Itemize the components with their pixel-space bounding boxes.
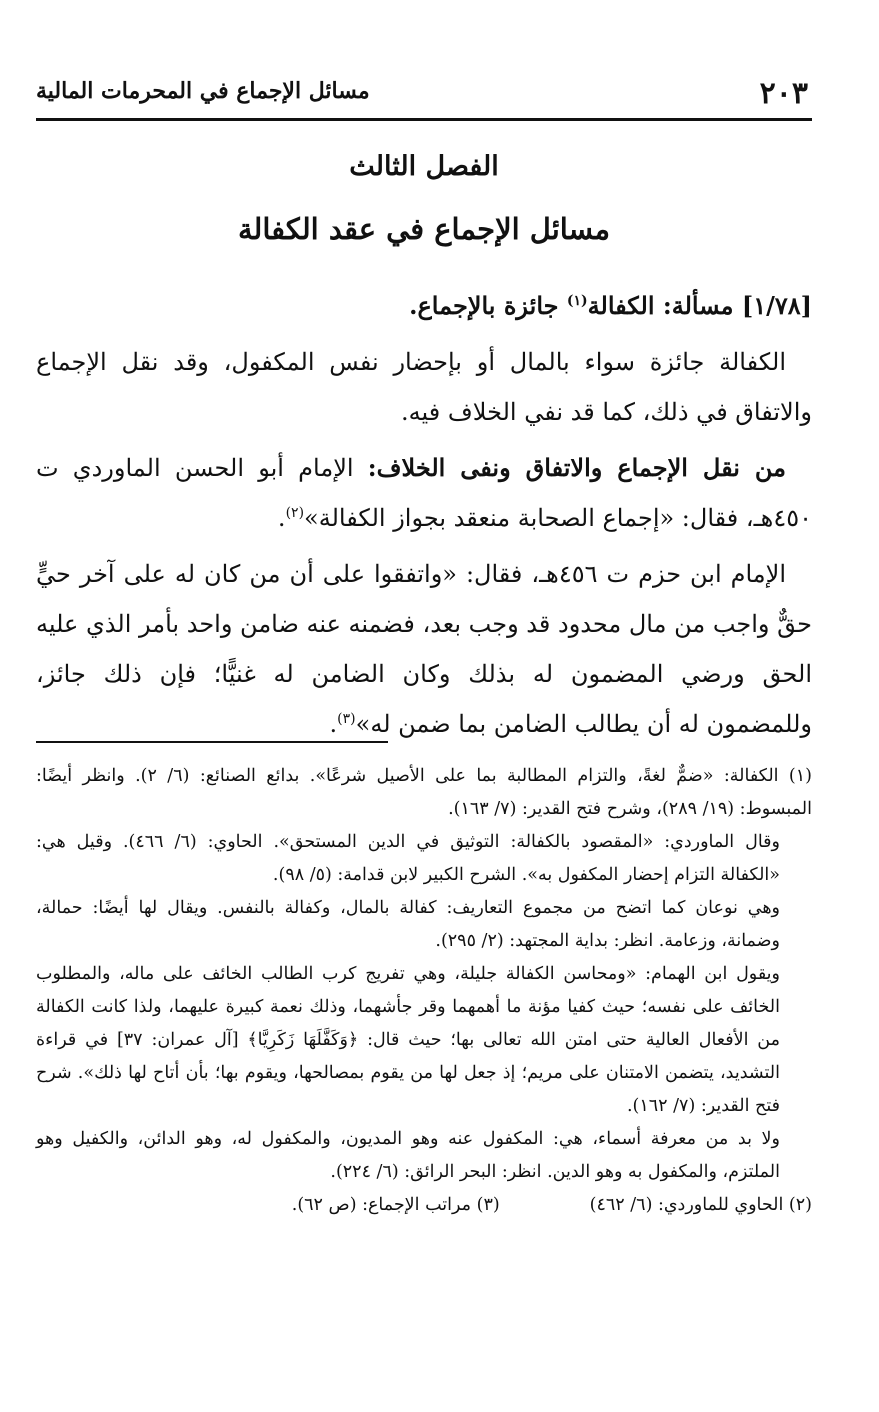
- book-page: [36, 0, 812, 1412]
- header-rule: [36, 118, 812, 121]
- footnote-2: (٢) الحاوي للماوردي: (٦/ ٤٦٢): [589, 1195, 812, 1215]
- page-number: ٢٠٣: [759, 76, 808, 111]
- paragraph-3-end: .: [329, 710, 338, 738]
- paragraph-2-end: .: [277, 504, 286, 532]
- running-header: [36, 62, 812, 112]
- paragraph-3: [36, 549, 812, 749]
- paragraph-1: الكفالة جائزة سواء بالمال أو بإحضار نفس المكفول، وقد نقل الإجماع والاتفاق في ذلك، كما قد نفي الخلاف فيه.: [36, 348, 812, 426]
- chapter-heading: [36, 146, 812, 250]
- main-text: [36, 281, 812, 755]
- issue-heading: [36, 281, 812, 331]
- footnote-separator: [36, 741, 388, 743]
- footnote-1-line: وقال الماوردي: «المقصود بالكفالة: التوثيق في الدين المستحق». الحاوي: (٦/ ٤٦٦). وقيل هي: «الكفالة التزام إحضار المكفول به». الشرح الكبير لابن قدامة: (٥/ ٩٨).: [36, 832, 780, 885]
- footnote-1-line: (١) الكفالة: «ضمٌّ لغةً، والتزام المطالبة بما على الأصيل شرعًا». بدائع الصنائع: (٦/ ٢). وانظر أيضًا: المبسوط: (١٩/ ٢٨٩)، وشرح فتح القدير: (٧/ ١٦٣).: [36, 766, 812, 819]
- running-title: مسائل الإجماع في المحرمات المالية: [36, 78, 370, 104]
- footnote-1-line: وهي نوعان كما اتضح من مجموع التعاريف: كفالة بالمال، وكفالة بالنفس. ويقال لها أيضًا: حمالة، وضمانة، وزعامة. انظر: بداية المجتهد: (٢/ ٢٩٥).: [36, 898, 780, 951]
- issue-number: [١/٧٨]: [741, 291, 812, 320]
- footnote-1-line: ولا بد من معرفة أسماء، هي: المكفول عنه وهو المديون، والمكفول له، وهو الدائن، والكفيل وهو الملتزم، والمكفول به وهو الدين. انظر: البحر الرائق: (٦/ ٢٢٤).: [36, 1129, 780, 1182]
- footnote-mark-3[interactable]: (٣): [337, 711, 356, 727]
- chapter-subtitle: مسائل الإجماع في عقد الكفالة: [237, 212, 611, 246]
- footnote-3: (٣) مراتب الإجماع: (ص ٦٢).: [291, 1195, 500, 1215]
- paragraph-2-text: الإمام أبو الحسن الماوردي ت ٤٥٠هـ، فقال: «إجماع الصحابة منعقد بجواز الكفالة»: [36, 454, 812, 532]
- footnote-mark-1[interactable]: (١): [566, 293, 588, 309]
- issue-label: مسألة: الكفالة: [587, 291, 734, 320]
- footnotes-2-3: [36, 1189, 812, 1222]
- paragraph-2: [36, 443, 812, 543]
- paragraph-2-lead: من نقل الإجماع والاتفاق ونفى الخلاف:: [367, 453, 786, 482]
- footnote-1-line: ويقول ابن الهمام: «ومحاسن الكفالة جليلة، وهي تفريج كرب الطالب الخائف على ماله، والمطلوب الخائف على نفسه؛ حيث كفيا مؤنة ما أهمهما وقر جأشهما، وذلك نعمة كبيرة عليهما، ولذا كانت الكفالة من الأفعال العالية حتى امتن الله تعالى بها؛ حيث قال: ﴿وَكَفَّلَهَا زَكَرِيَّا﴾ [آل عمران: ٣٧] في قراءة التشديد، يتضمن الامتنان على مريم؛ إذ جعل لها من يقوم بمصالحها، ويقوم بها؛ بأن أتاح لها ذلك». شرح فتح القدير: (٧/ ١٦٢).: [36, 964, 780, 1116]
- chapter-title: الفصل الثالث: [349, 151, 499, 182]
- issue-rest: جائزة بالإجماع.: [409, 291, 559, 320]
- footnotes: [36, 760, 812, 1222]
- footnote-mark-2[interactable]: (٢): [285, 505, 305, 521]
- paragraph-3-text: الإمام ابن حزم ت ٤٥٦هـ، فقال: «واتفقوا على أن من كان له على آخر حيٍّ حقٌّ واجب من مال محدود قد وجب بعد، فضمنه عنه ضامن واحد بأمر الذي عليه الحق ورضي المضمون له بذلك وكان الضامن له غنيًّا؛ فإن ذلك جائز، وللمضمون له أن يطالب الضامن بما ضمن له»: [36, 560, 812, 738]
